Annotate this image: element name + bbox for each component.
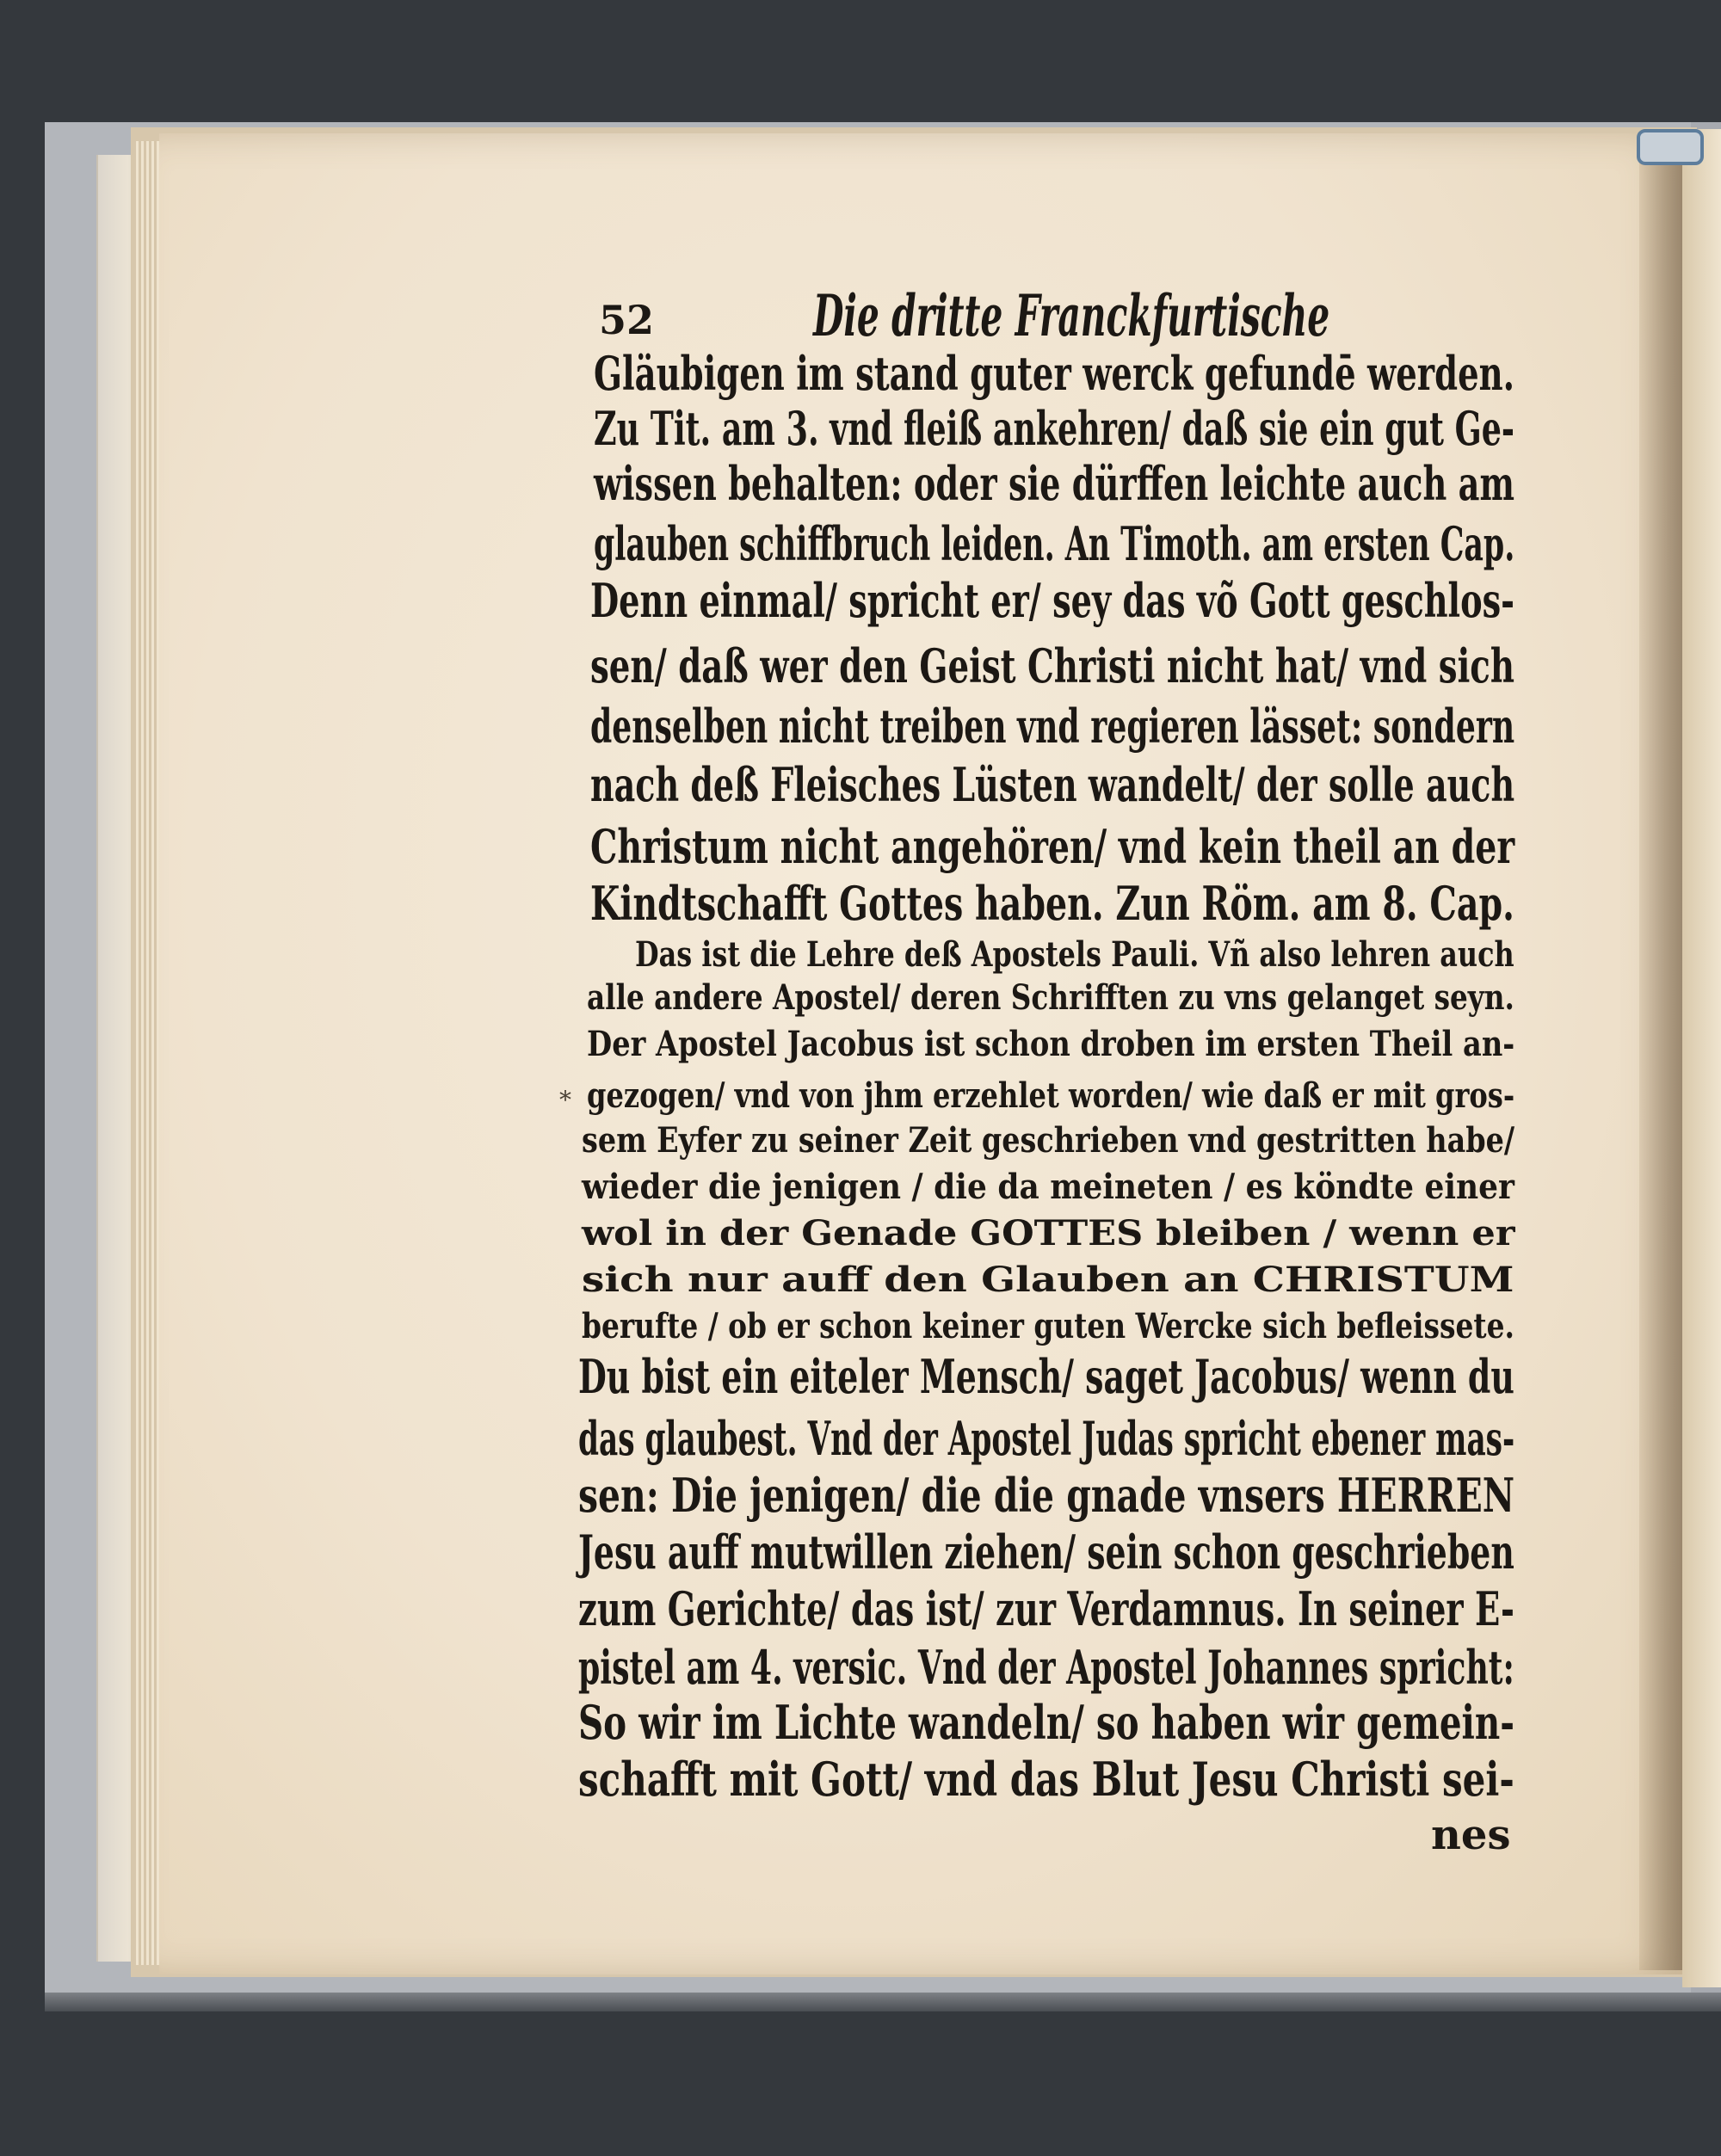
text-line: alle andere Apostel/ deren Schrifften zu vns gelanget seyn.	[587, 977, 1514, 1018]
text-line: schafft mit Gott/ vnd das Blut Jesu Christi sei-	[578, 1752, 1514, 1807]
text-line: sen/ daß wer den Geist Christi nicht hat/ vnd sich	[590, 638, 1514, 693]
text-line: sen: Die jenigen/ die die gnade vnsers HERREN	[578, 1468, 1515, 1523]
text-line: Jesu auff mutwillen ziehen/ sein schon geschrieben	[578, 1525, 1514, 1580]
text-line: Denn einmal/ spricht er/ sey das võ Gott geschlos-	[590, 573, 1515, 628]
text-line: wieder die jenigen / die da meineten / es köndte einer	[582, 1167, 1514, 1207]
text-line: pistel am 4. versic. Vnd der Apostel Johannes spricht:	[578, 1640, 1514, 1695]
text-line: Das ist die Lehre deß Apostels Pauli. Vñ also lehren auch	[635, 934, 1514, 975]
text-line: zum Gerichte/ das ist/ zur Verdamnus. In seiner E-	[578, 1581, 1514, 1636]
text-line: Gläubigen im stand guter werck gefundē werden.	[594, 346, 1515, 401]
text-line: nach deß Fleisches Lüsten wandelt/ der solle auch	[590, 757, 1515, 812]
text-line: glauben schiffbruch leiden. An Timoth. am ersten Cap.	[594, 516, 1515, 571]
text-line: wol in der Genade GOTTES bleiben / wenn er	[582, 1213, 1515, 1254]
text-line: Der Apostel Jacobus ist schon droben im ersten Theil an-	[587, 1024, 1515, 1064]
text-line: berufte / ob er schon keiner guten Wercke sich befleissete.	[582, 1306, 1514, 1346]
text-line: Du bist ein eiteler Mensch/ saget Jacobus/ wenn du	[578, 1349, 1514, 1404]
text-line: sem Eyfer zu seiner Zeit geschrieben vnd gestritten habe/	[582, 1120, 1515, 1161]
page-number: 52	[599, 297, 655, 343]
text-line: Kindtschafft Gottes haben. Zun Röm. am 8. Cap.	[590, 876, 1514, 931]
text-line: So wir im Lichte wandeln/ so haben wir gemein-	[578, 1695, 1515, 1750]
margin-mark: *	[559, 1086, 571, 1114]
text-line: das glaubest. Vnd der Apostel Judas spricht ebener mas-	[578, 1411, 1515, 1466]
text-line: sich nur auff den Glauben an CHRISTUM	[582, 1260, 1514, 1300]
text-line: Zu Tit. am 3. vnd fleiß ankehren/ daß sie ein gut Ge-	[594, 401, 1515, 456]
running-title: Die dritte Franckfurtische	[813, 282, 1330, 349]
text-line: Christum nicht angehören/ vnd kein theil an der	[590, 819, 1515, 874]
text-line: gezogen/ vnd von jhm erzehlet worden/ wie daß er mit gros-	[587, 1075, 1515, 1116]
text-line: denselben nicht treiben vnd regieren lässet: sondern	[590, 699, 1515, 754]
text-line: wissen behalten: oder sie dürffen leichte auch am	[594, 456, 1514, 511]
catchword: nes	[1431, 1811, 1511, 1859]
